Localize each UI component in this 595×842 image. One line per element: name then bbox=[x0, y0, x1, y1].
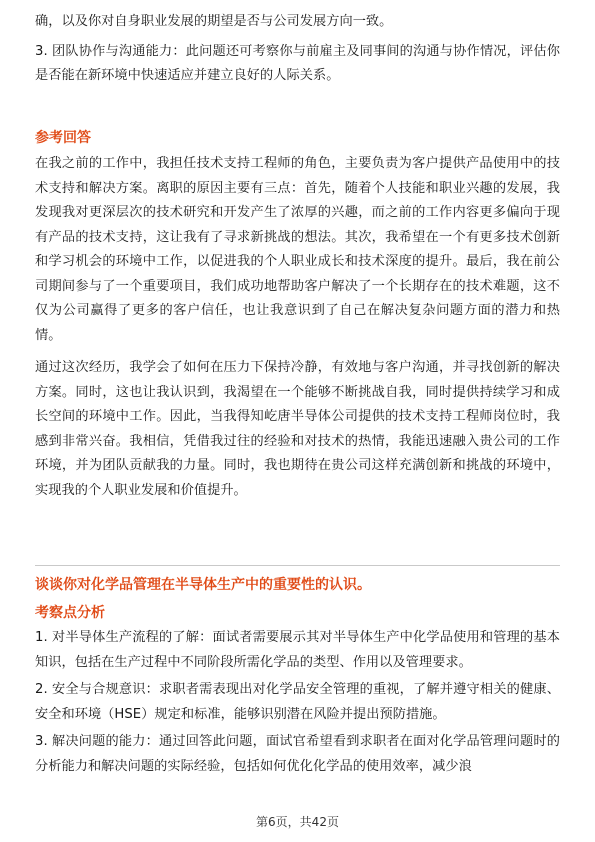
analysis-heading: 考察点分析 bbox=[35, 605, 105, 621]
continued-line: 确，以及你对自身职业发展的期望是否与公司发展方向一致。 bbox=[35, 14, 393, 29]
section-divider bbox=[35, 565, 560, 566]
analysis-item-3: 3. 解决问题的能力：通过回答此问题，面试官希望看到求职者在面对化学品管理问题时的分析能力和解决问题的实际经验，包括如何优化化学品的使用效率，减少浪 bbox=[35, 734, 560, 774]
page-number: 第6页，共42页 bbox=[256, 815, 339, 829]
reference-answer-paragraph-2: 通过这次经历，我学会了如何在压力下保持冷静，有效地与客户沟通，并寻找创新的解决方案。同时，这也让我认识到，我渴望在一个能够不断挑战自我，同时提供持续学习和成长空间的环境中工作。因此，当我得知屹唐半导体公司提供的技术支持工程师岗位时，我感到非常兴奋。我相信，凭借我过往的经验和对技术的热情，我能迅速融入贵公司的工作环境，并为团队贡献我的力量。同时，我也期待在贵公司这样充满创新和挑战的环境中，实现我的个人职业发展和价值提升。 bbox=[35, 360, 560, 498]
question-title: 谈谈你对化学品管理在半导体生产中的重要性的认识。 bbox=[35, 577, 371, 593]
assessment-item-3: 3. 团队协作与沟通能力：此问题还可考察你与前雇主及同事间的沟通与协作情况，评估你是否能在新环境中快速适应并建立良好的人际关系。 bbox=[35, 43, 560, 83]
analysis-item-2: 2. 安全与合规意识：求职者需表现出对化学品安全管理的重视，了解并遵守相关的健康、安全和环境（HSE）规定和标准，能够识别潜在风险并提出预防措施。 bbox=[35, 682, 560, 722]
next-question-section bbox=[35, 574, 560, 779]
analysis-item-1: 1. 对半导体生产流程的了解：面试者需要展示其对半导体生产中化学品使用和管理的基本知识，包括在生产过程中不同阶段所需化学品的类型、作用以及管理要求。 bbox=[35, 630, 560, 670]
reference-answer-paragraph-1: 在我之前的工作中，我担任技术支持工程师的角色，主要负责为客户提供产品使用中的技术支持和解决方案。离职的原因主要有三点：首先，随着个人技能和职业兴趣的发展，我发现我对更深层次的技术研究和开发产生了浓厚的兴趣，而之前的工作内容更多偏向于现有产品的技术支持，这让我有了寻求新挑战的想法。其次，我希望在一个有更多技术创新和学习机会的环境中工作，以促进我的个人职业成长和技术深度的提升。最后，我在前公司期间参与了一个重要项目，我们成功地帮助客户解决了一个长期存在的技术难题，这不仅为公司赢得了更多的客户信任，也让我意识到了自己在解决复杂问题方面的潜力和热情。 bbox=[35, 156, 560, 343]
top-section bbox=[35, 10, 560, 89]
reference-answer-heading: 参考回答 bbox=[35, 130, 91, 146]
reference-answer-section bbox=[35, 127, 560, 503]
